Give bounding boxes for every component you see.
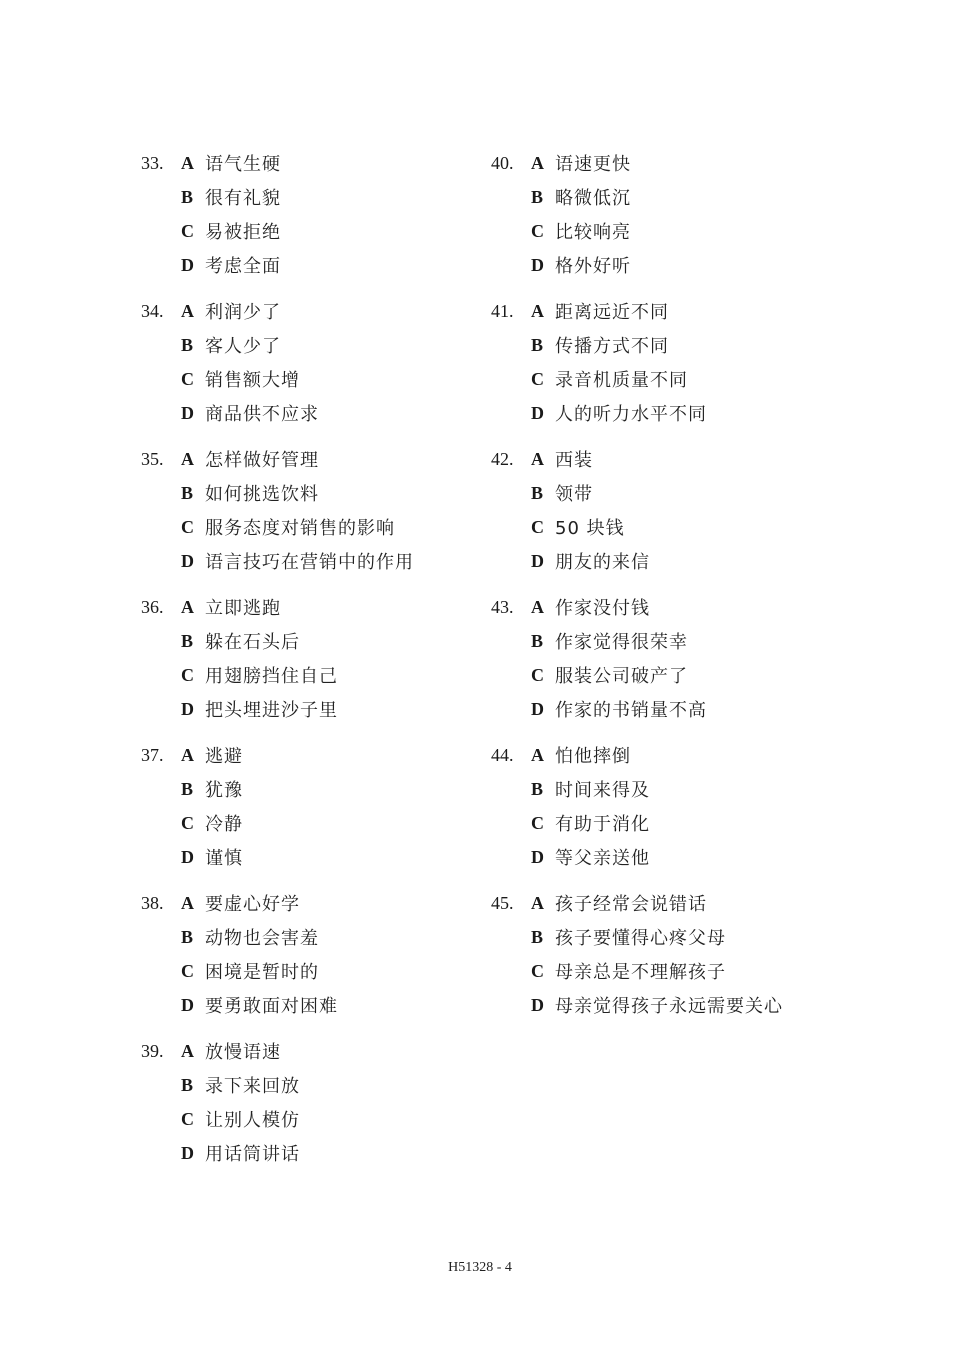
option-text: 放慢语速 — [205, 1042, 281, 1063]
option-text: 语气生硬 — [205, 154, 281, 175]
answer-option — [141, 658, 414, 692]
option-text: 服务态度对销售的影响 — [205, 518, 395, 539]
option-letter: D — [181, 994, 194, 1015]
answer-option — [141, 442, 414, 476]
question-item — [491, 886, 783, 1022]
option-text: 领带 — [555, 484, 593, 505]
question-item — [141, 590, 414, 726]
option-letter: B — [531, 778, 544, 799]
question-number: 38. — [141, 892, 164, 913]
answer-option — [491, 214, 783, 248]
answer-option — [491, 146, 783, 180]
option-text: 销售额大增 — [205, 370, 300, 391]
answer-option — [491, 920, 783, 954]
answer-option — [141, 328, 414, 362]
answer-option — [491, 544, 783, 578]
option-text: 孩子经常会说错话 — [555, 894, 707, 915]
answer-option — [141, 396, 414, 430]
option-text: 人的听力水平不同 — [555, 404, 707, 425]
answer-option — [141, 806, 414, 840]
option-text: 怕他摔倒 — [555, 746, 631, 767]
option-letter: A — [181, 596, 194, 617]
option-letter: A — [181, 744, 194, 765]
option-text: 朋友的来信 — [555, 552, 650, 573]
question-item — [141, 738, 414, 874]
option-letter: A — [531, 300, 544, 321]
question-item — [491, 146, 783, 282]
option-text: 作家没付钱 — [555, 598, 650, 619]
option-letter: A — [531, 152, 544, 173]
answer-option — [141, 214, 414, 248]
option-text: 格外好听 — [555, 256, 631, 277]
option-letter: A — [531, 448, 544, 469]
option-text: 传播方式不同 — [555, 336, 669, 357]
option-letter: D — [531, 550, 544, 571]
option-text: 西装 — [555, 450, 593, 471]
option-text: 犹豫 — [205, 780, 243, 801]
option-text: 有助于消化 — [555, 814, 650, 835]
option-letter: B — [181, 334, 194, 355]
option-letter: A — [181, 448, 194, 469]
option-text: 客人少了 — [205, 336, 281, 357]
option-letter: C — [181, 812, 194, 833]
answer-option — [141, 1068, 414, 1102]
option-text: 怎样做好管理 — [205, 450, 319, 471]
answer-option — [141, 772, 414, 806]
question-item — [491, 590, 783, 726]
answer-option — [141, 1136, 414, 1170]
option-text: 母亲总是不理解孩子 — [555, 962, 726, 983]
option-text: 语言技巧在营销中的作用 — [205, 552, 414, 573]
question-item — [491, 738, 783, 874]
option-text: 商品供不应求 — [205, 404, 319, 425]
option-text: 让别人模仿 — [205, 1110, 300, 1131]
option-text: 动物也会害羞 — [205, 928, 319, 949]
option-text: 50 块钱 — [555, 518, 625, 539]
question-number: 43. — [491, 596, 514, 617]
answer-option — [491, 328, 783, 362]
option-text: 服装公司破产了 — [555, 666, 688, 687]
answer-option — [491, 442, 783, 476]
answer-option — [491, 840, 783, 874]
question-item — [141, 442, 414, 578]
option-letter: B — [531, 630, 544, 651]
option-letter: B — [531, 482, 544, 503]
answer-option — [491, 590, 783, 624]
answer-option — [141, 954, 414, 988]
option-letter: B — [181, 630, 194, 651]
question-item — [141, 294, 414, 430]
option-letter: B — [531, 186, 544, 207]
option-letter: A — [181, 892, 194, 913]
option-text: 母亲觉得孩子永远需要关心 — [555, 996, 783, 1017]
option-text: 录音机质量不同 — [555, 370, 688, 391]
option-text: 躲在石头后 — [205, 632, 300, 653]
answer-option — [491, 806, 783, 840]
option-text: 利润少了 — [205, 302, 281, 323]
option-text: 考虑全面 — [205, 256, 281, 277]
answer-option — [491, 362, 783, 396]
option-text: 很有礼貌 — [205, 188, 281, 209]
answer-option — [491, 180, 783, 214]
answer-option — [141, 294, 414, 328]
option-text: 作家的书销量不高 — [555, 700, 707, 721]
answer-option — [491, 988, 783, 1022]
question-number: 40. — [491, 152, 514, 173]
answer-option — [141, 1102, 414, 1136]
option-letter: C — [181, 368, 194, 389]
answer-option — [141, 544, 414, 578]
option-letter: B — [181, 1074, 194, 1095]
option-text: 录下来回放 — [205, 1076, 300, 1097]
left-column — [141, 146, 414, 1182]
option-letter: D — [531, 402, 544, 423]
answer-option — [491, 738, 783, 772]
question-item — [141, 886, 414, 1022]
question-number: 42. — [491, 448, 514, 469]
option-letter: B — [181, 778, 194, 799]
answer-option — [141, 362, 414, 396]
option-letter: D — [181, 402, 194, 423]
answer-option — [141, 476, 414, 510]
option-letter: C — [531, 664, 544, 685]
option-text: 作家觉得很荣幸 — [555, 632, 688, 653]
option-text: 用翅膀挡住自己 — [205, 666, 338, 687]
option-letter: C — [181, 1108, 194, 1129]
option-letter: D — [531, 698, 544, 719]
option-letter: B — [181, 186, 194, 207]
option-letter: C — [531, 812, 544, 833]
answer-option — [141, 624, 414, 658]
option-letter: B — [531, 926, 544, 947]
option-letter: D — [181, 1142, 194, 1163]
option-text: 立即逃跑 — [205, 598, 281, 619]
question-item — [491, 294, 783, 430]
option-text: 如何挑选饮料 — [205, 484, 319, 505]
option-text: 逃避 — [205, 746, 243, 767]
option-text: 用话筒讲话 — [205, 1144, 300, 1165]
answer-option — [491, 954, 783, 988]
option-text: 语速更快 — [555, 154, 631, 175]
answer-option — [141, 1034, 414, 1068]
question-number: 35. — [141, 448, 164, 469]
option-letter: A — [181, 152, 194, 173]
right-column — [491, 146, 783, 1034]
option-text: 等父亲送他 — [555, 848, 650, 869]
option-text: 略微低沉 — [555, 188, 631, 209]
option-letter: C — [531, 516, 544, 537]
option-text: 时间来得及 — [555, 780, 650, 801]
option-letter: D — [531, 254, 544, 275]
page-footer: H51328 - 4 — [448, 1260, 512, 1275]
option-letter: A — [181, 300, 194, 321]
option-letter: C — [531, 220, 544, 241]
answer-option — [491, 772, 783, 806]
answer-option — [491, 476, 783, 510]
answer-option — [141, 146, 414, 180]
question-number: 41. — [491, 300, 514, 321]
question-number: 34. — [141, 300, 164, 321]
answer-option — [141, 510, 414, 544]
question-item — [491, 442, 783, 578]
answer-option — [491, 396, 783, 430]
answer-option — [141, 738, 414, 772]
question-number: 36. — [141, 596, 164, 617]
option-letter: D — [181, 846, 194, 867]
answer-option — [491, 248, 783, 282]
question-item — [141, 146, 414, 282]
answer-option — [491, 692, 783, 726]
option-letter: D — [181, 698, 194, 719]
answer-option — [141, 840, 414, 874]
option-letter: C — [181, 516, 194, 537]
answer-option — [491, 510, 783, 544]
option-text: 把头埋进沙子里 — [205, 700, 338, 721]
option-text: 谨慎 — [205, 848, 243, 869]
answer-option — [491, 294, 783, 328]
option-text: 孩子要懂得心疼父母 — [555, 928, 726, 949]
option-text: 困境是暂时的 — [205, 962, 319, 983]
option-letter: C — [181, 960, 194, 981]
option-letter: C — [531, 960, 544, 981]
answer-option — [141, 988, 414, 1022]
answer-option — [491, 886, 783, 920]
option-letter: A — [531, 744, 544, 765]
option-text: 要勇敢面对困难 — [205, 996, 338, 1017]
answer-option — [141, 886, 414, 920]
option-letter: A — [531, 892, 544, 913]
option-letter: B — [531, 334, 544, 355]
question-number: 33. — [141, 152, 164, 173]
option-text: 冷静 — [205, 814, 243, 835]
option-letter: C — [181, 664, 194, 685]
answer-option — [141, 692, 414, 726]
answer-option — [141, 180, 414, 214]
answer-option — [141, 248, 414, 282]
option-text: 易被拒绝 — [205, 222, 281, 243]
option-letter: B — [181, 926, 194, 947]
option-letter: A — [531, 596, 544, 617]
option-text: 要虚心好学 — [205, 894, 300, 915]
question-number: 37. — [141, 744, 164, 765]
question-number: 45. — [491, 892, 514, 913]
option-letter: B — [181, 482, 194, 503]
answer-option — [141, 920, 414, 954]
option-text: 比较响亮 — [555, 222, 631, 243]
option-letter: C — [181, 220, 194, 241]
answer-option — [141, 590, 414, 624]
option-letter: A — [181, 1040, 194, 1061]
option-letter: D — [531, 994, 544, 1015]
answer-option — [491, 624, 783, 658]
option-letter: D — [531, 846, 544, 867]
option-text: 距离远近不同 — [555, 302, 669, 323]
answer-option — [491, 658, 783, 692]
option-letter: D — [181, 550, 194, 571]
question-item — [141, 1034, 414, 1170]
question-number: 44. — [491, 744, 514, 765]
question-number: 39. — [141, 1040, 164, 1061]
option-letter: C — [531, 368, 544, 389]
option-letter: D — [181, 254, 194, 275]
